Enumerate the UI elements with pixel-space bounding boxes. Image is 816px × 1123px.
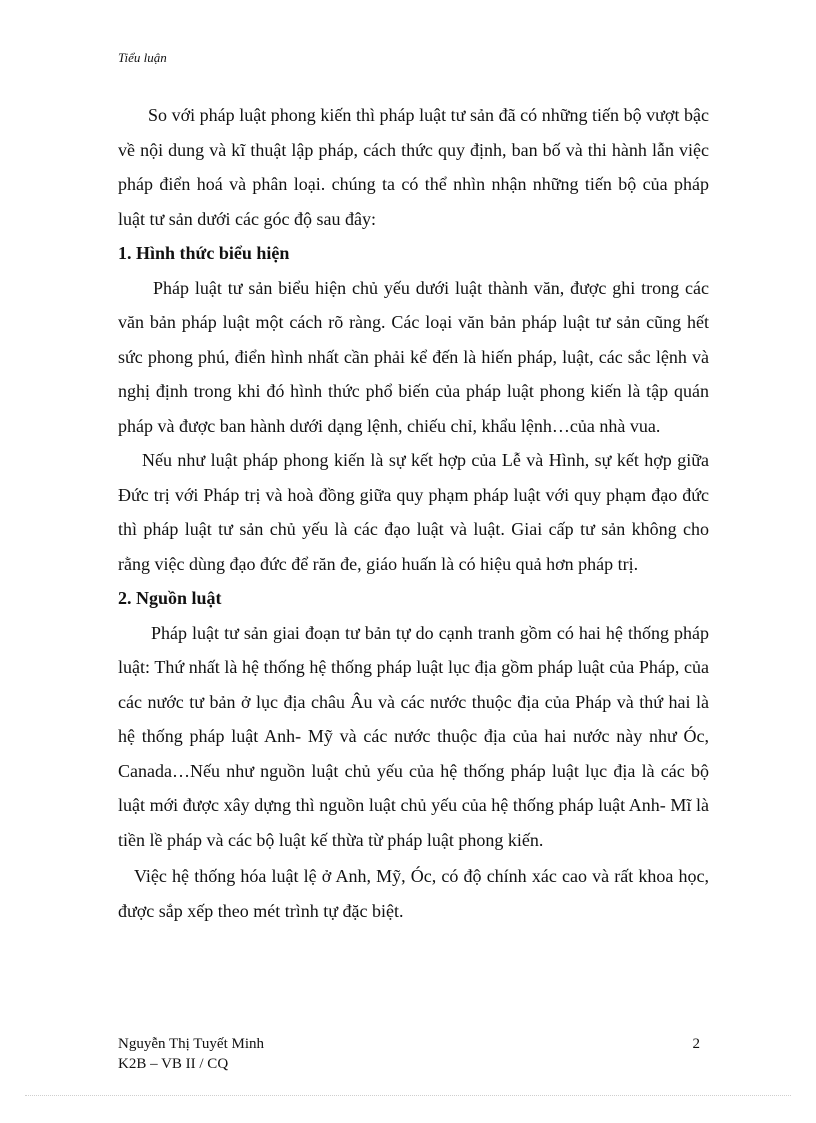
footer-class: K2B – VB II / CQ [118,1056,229,1072]
section-1-heading: 1. Hình thức biểu hiện [118,243,290,263]
page-number: 2 [692,1036,700,1052]
intro-paragraph: So với pháp luật phong kiến thì pháp luật tư sản đã có những tiến bộ vượt bậc về nội dung và kĩ thuật lập pháp, cách thức quy định, ban bố và thi hành lẫn việc pháp điển hoá và phân loại. chúng ta có thể nhìn nhận những tiến bộ của pháp luật tư sản dưới các góc độ sau đây: [118,105,709,229]
page-header-title: Tiểu luận [118,50,167,65]
page-footer [118,1034,709,1074]
section-2-paragraph-1: Pháp luật tư sản giai đoạn tư bản tự do cạnh tranh gồm có hai hệ thống pháp luật: Thứ nhất là hệ thống hệ thống pháp luật lục địa gồm pháp luật của Pháp, của các nước tư bản ở lục địa châu Âu và các nước thuộc địa của Pháp và thứ hai là hệ thống pháp luật Anh- Mỹ và các nước thuộc địa của hai nước này như Óc, Canada…Nếu như nguồn luật chủ yếu của hệ thống pháp luật lục địa là các bộ luật mới được xây dựng thì nguồn luật chủ yếu của hệ thống pháp luật Anh- Mĩ là tiền lề pháp và các bộ luật kế thừa từ pháp luật phong kiến. [118,622,709,850]
page-bottom-divider [25,1095,791,1096]
section-2-heading: 2. Nguồn luật [118,588,222,608]
section-1-paragraph-2: Nếu như luật pháp phong kiến là sự kết hợp của Lễ và Hình, sự kết hợp giữa Đức trị với Pháp trị và hoà đồng giữa quy phạm pháp luật với quy phạm đạo đức thì pháp luật tư sản chủ yếu là các đạo luật và luật. Giai cấp tư sản không cho rằng việc dùng đạo đức để răn đe, giáo huấn là có hiệu quả hơn pháp trị. [118,450,709,574]
section-2-paragraph-2: Việc hệ thống hóa luật lệ ở Anh, Mỹ, Óc, có độ chính xác cao và rất khoa học, được sắp xếp theo mét trình tự đặc biệt. [118,866,709,921]
document-body [118,98,709,928]
footer-author: Nguyễn Thị Tuyết Minh [118,1036,264,1052]
section-1-paragraph-1: Pháp luật tư sản biểu hiện chủ yếu dưới luật thành văn, được ghi trong các văn bản pháp luật một cách rõ ràng. Các loại văn bản pháp luật tư sản cũng hết sức phong phú, điển hình nhất cần phải kể đến là hiến pháp, luật, các sắc lệnh và nghị định trong khi đó hình thức phổ biến của pháp luật phong kiến là tập quán pháp và được ban hành dưới dạng lệnh, chiếu chỉ, khẩu lệnh…của nhà vua. [118,277,709,436]
